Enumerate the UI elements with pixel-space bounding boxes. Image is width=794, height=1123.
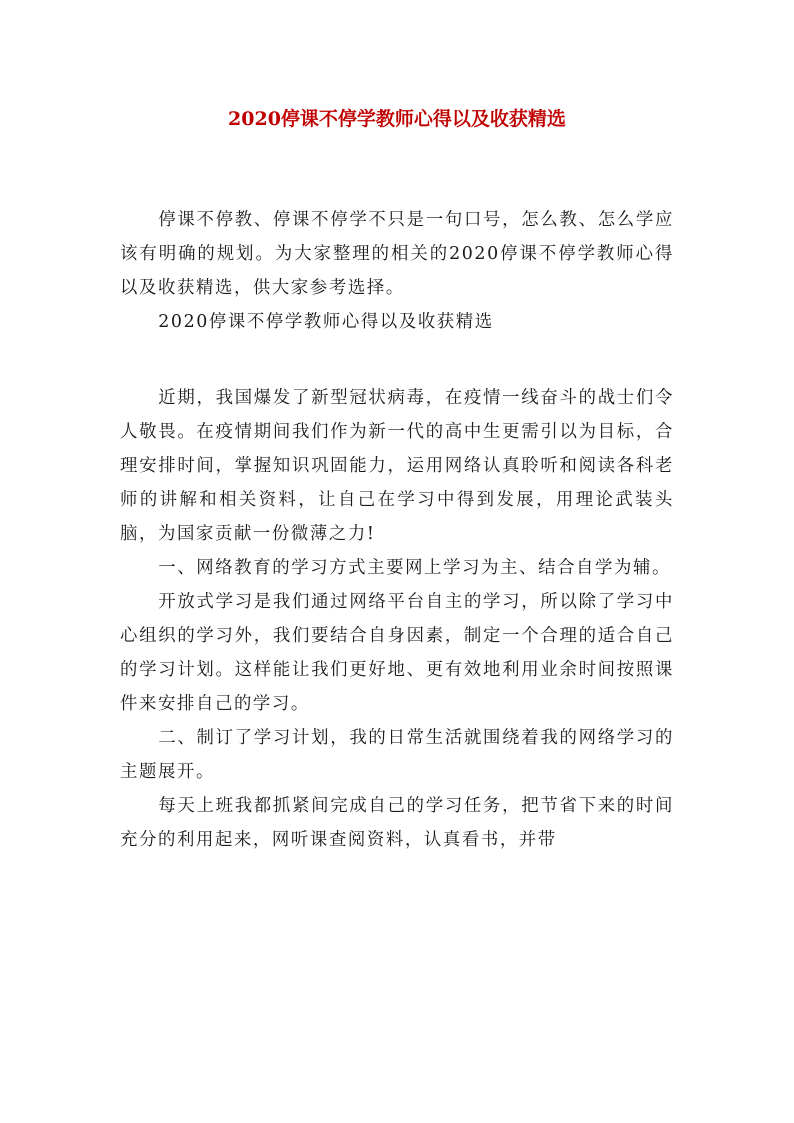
section-heading-1: 一、网络教育的学习方式主要网上学习为主、结合自学为辅。 [158,558,672,578]
section-heading-2: 二、制订了学习计划，我的日常生活就围绕着我的网络学习的主题展开。 [120,728,674,782]
subtitle-paragraph: 2020停课不停学教师心得以及收获精选 [158,312,494,332]
document-title: 2020停课不停学教师心得以及收获精选 [228,108,566,130]
body-paragraph-1: 近期，我国爆发了新型冠状病毒，在疫情一线奋斗的战士们令人敬畏。在疫情期间我们作为新一代的高中生更需引以为目标，合理安排时间，掌握知识巩固能力，运用网络认真聆听和阅读各科老师的讲解和相关资料，让自己在学习中得到发展，用理论武装头脑，为国家贡献一份微薄之力! [120,388,674,544]
intro-paragraph: 停课不停教、停课不停学不只是一句口号，怎么教、怎么学应该有明确的规划。为大家整理的相关的2020停课不停学教师心得以及收获精选，供大家参考选择。 [120,210,674,298]
body-paragraph-3: 每天上班我都抓紧间完成自己的学习任务，把节省下来的时间充分的利用起来，网听课查阅资料，认真看书，并带 [120,796,674,850]
body-paragraph-2: 开放式学习是我们通过网络平台自主的学习，所以除了学习中心组织的学习外，我们要结合自身因素，制定一个合理的适合自己的学习计划。这样能让我们更好地、更有效地利用业余时间按照课件来安排自己的学习。 [120,592,674,714]
document-body [120,203,674,857]
